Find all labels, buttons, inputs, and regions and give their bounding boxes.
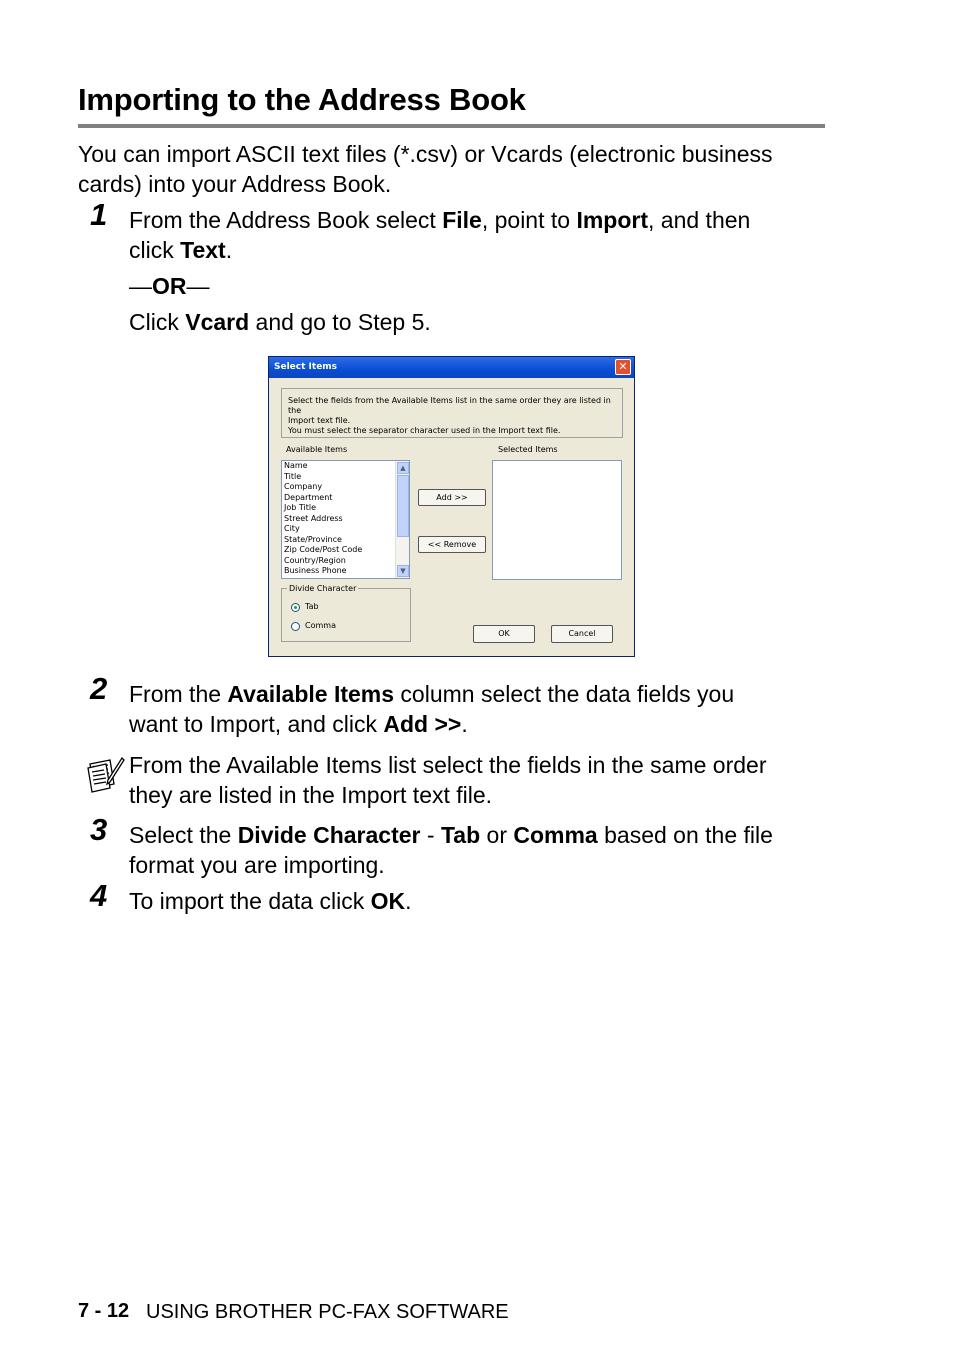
note-icon xyxy=(86,754,126,796)
remove-button[interactable]: << Remove xyxy=(418,536,486,553)
scroll-thumb[interactable] xyxy=(397,475,409,537)
list-item[interactable]: Title xyxy=(284,471,302,481)
step-3-line-1: Select the Divide Character - Tab or Comma based on the file xyxy=(129,822,773,848)
step-2-line-2: want to Import, and click Add >>. xyxy=(129,711,468,737)
list-item[interactable]: Job Title xyxy=(284,503,317,512)
tab-radio-label[interactable]: Tab xyxy=(305,602,319,611)
available-items-list[interactable] xyxy=(281,460,410,579)
select-items-dialog xyxy=(268,356,635,657)
list-item[interactable]: Company xyxy=(284,482,323,491)
dialog-instructions: Select the fields from the Available Items list in the same order they are listed in the Import text file. You must select the separator character used in the Import text file. xyxy=(281,388,623,438)
list-item[interactable]: Business Phone xyxy=(284,566,347,575)
step-4-line-1: To import the data click OK. xyxy=(129,888,412,914)
heading-rule xyxy=(78,124,825,128)
note-line-1: From the Available Items list select the fields in the same order xyxy=(129,752,767,778)
step-1-alt: Click Vcard and go to Step 5. xyxy=(129,309,431,335)
scroll-down-icon[interactable]: ▼ xyxy=(397,565,409,577)
divide-character-group xyxy=(281,588,411,642)
step-1-or: —OR— xyxy=(129,273,210,299)
list-item[interactable]: Zip Code/Post Code xyxy=(284,545,363,554)
section-title: USING BROTHER PC-FAX SOFTWARE xyxy=(146,1301,509,1323)
selected-items-list[interactable] xyxy=(492,460,622,580)
intro-line-1: You can import ASCII text files (*.csv) or Vcards (electronic business xyxy=(78,141,773,167)
list-item[interactable]: Name xyxy=(284,461,308,470)
intro-line-2: cards) into your Address Book. xyxy=(78,171,392,197)
cancel-button[interactable]: Cancel xyxy=(551,625,613,643)
list-item[interactable]: State/Province xyxy=(284,534,342,544)
step-3-line-2: format you are importing. xyxy=(129,852,385,878)
step-2-number: 2 xyxy=(90,671,108,706)
comma-radio[interactable] xyxy=(291,622,300,631)
comma-radio-label[interactable]: Comma xyxy=(305,621,336,630)
step-1-line-1: From the Address Book select File, point to Import, and then xyxy=(129,207,751,233)
list-item[interactable]: City xyxy=(284,524,300,533)
selected-items-label: Selected Items xyxy=(498,445,558,454)
step-1-line-2: click Text. xyxy=(129,237,233,263)
note-line-2: they are listed in the Import text file. xyxy=(129,782,493,808)
list-item[interactable]: Department xyxy=(284,492,333,502)
list-scrollbar[interactable] xyxy=(395,461,409,578)
step-4-number: 4 xyxy=(90,878,108,913)
step-2-line-1: From the Available Items column select the data fields you xyxy=(129,681,735,707)
available-items-label: Available Items xyxy=(286,445,348,454)
add-button[interactable]: Add >> xyxy=(418,489,486,506)
scroll-up-icon[interactable]: ▲ xyxy=(397,462,409,474)
page-number: 7 - 12 xyxy=(78,1300,130,1322)
page-title: Importing to the Address Book xyxy=(78,82,526,117)
list-item[interactable]: Street Address xyxy=(284,513,343,523)
step-3-number: 3 xyxy=(90,812,108,847)
close-icon[interactable]: ✕ xyxy=(615,359,631,375)
list-item[interactable]: Country/Region xyxy=(284,555,346,565)
divide-character-label: Divide Character xyxy=(289,584,357,593)
ok-button[interactable]: OK xyxy=(473,625,535,643)
tab-radio[interactable] xyxy=(291,603,300,612)
step-1-number: 1 xyxy=(90,197,108,232)
dialog-title: Select Items xyxy=(269,357,634,378)
